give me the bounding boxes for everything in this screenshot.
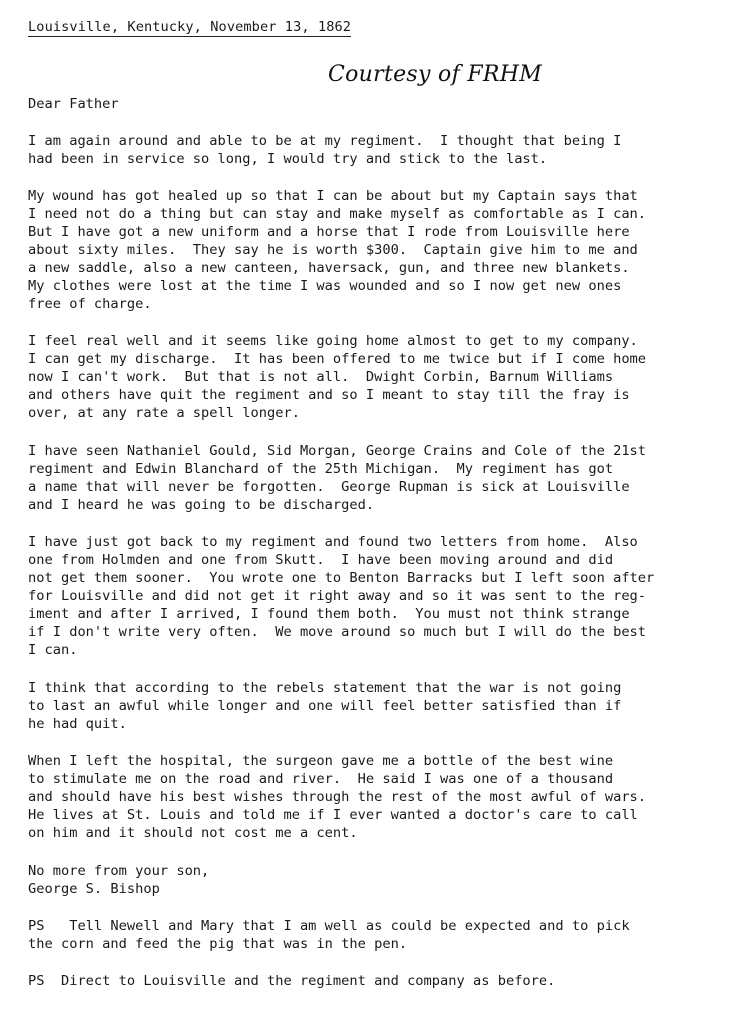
postscript-line: PS Tell Newell and Mary that I am well as could be expected and to pick (28, 918, 630, 934)
paragraph-line: to stimulate me on the road and river. He said I was one of a thousand (28, 771, 614, 787)
paragraph-line: to last an awful while longer and one will feel better satisfied than if (28, 698, 622, 714)
paragraph-line: I think that according to the rebels statement that the war is not going (28, 680, 622, 696)
paragraph-line: I can get my discharge. It has been offered to me twice but if I come home (28, 351, 647, 367)
paragraph-line: My wound has got healed up so that I can be about but my Captain says that (28, 188, 638, 204)
paragraph-line: and others have quit the regiment and so I meant to stay till the fray is (28, 387, 630, 403)
paragraph-line: on him and it should not cost me a cent. (28, 825, 358, 841)
paragraph-line: When I left the hospital, the surgeon gave me a bottle of the best wine (28, 753, 614, 769)
paragraph-line: he had quit. (28, 716, 127, 732)
paragraph-line: I am again around and able to be at my regiment. I thought that being I (28, 133, 622, 149)
paragraph-line: But I have got a new uniform and a horse that I rode from Louisville here (28, 224, 630, 240)
paragraph-line: I have just got back to my regiment and found two letters from home. Also (28, 534, 638, 550)
paragraph-line: not get them sooner. You wrote one to Benton Barracks but I left soon after (28, 570, 655, 586)
paragraph-line: a name that will never be forgotten. George Rupman is sick at Louisville (28, 479, 630, 495)
paragraph-line: and should have his best wishes through the rest of the most awful of wars. (28, 789, 647, 805)
paragraph-line: I feel real well and it seems like going home almost to get to my company. (28, 333, 638, 349)
paragraph-line: and I heard he was going to be discharged. (28, 497, 375, 513)
courtesy-stamp: Courtesy of FRHM (328, 62, 543, 87)
paragraph-line: one from Holmden and one from Skutt. I have been moving around and did (28, 552, 614, 568)
paragraph-line: now I can't work. But that is not all. Dwight Corbin, Barnum Williams (28, 369, 614, 385)
dateline: Louisville, Kentucky, November 13, 1862 (28, 19, 352, 35)
paragraph-line: I can. (28, 642, 78, 658)
paragraph-line: I have seen Nathaniel Gould, Sid Morgan, George Crains and Cole of the 21st (28, 443, 647, 459)
paragraph-line: a new saddle, also a new canteen, haversack, gun, and three new blankets. (28, 260, 630, 276)
paragraph-line: had been in service so long, I would try and stick to the last. (28, 151, 548, 167)
paragraph-line: regiment and Edwin Blanchard of the 25th Michigan. My regiment has got (28, 461, 614, 477)
postscript-line: the corn and feed the pig that was in the pen. (28, 936, 408, 952)
paragraph-line: if I don't write very often. We move around so much but I will do the best (28, 624, 647, 640)
paragraph-line: He lives at St. Louis and told me if I ever wanted a doctor's care to call (28, 807, 638, 823)
salutation: Dear Father (28, 96, 119, 112)
paragraph-line: over, at any rate a spell longer. (28, 405, 300, 421)
paragraph-line: for Louisville and did not get it right away and so it was sent to the reg- (28, 588, 647, 604)
paragraph-line: I need not do a thing but can stay and make myself as comfortable as I can. (28, 206, 647, 222)
paragraph-line: free of charge. (28, 296, 152, 312)
closing: No more from your son, (28, 863, 210, 879)
postscript-line: PS Direct to Louisville and the regiment and company as before. (28, 973, 556, 989)
signature: George S. Bishop (28, 881, 160, 897)
paragraph-line: My clothes were lost at the time I was wounded and so I now get new ones (28, 278, 622, 294)
paragraph-line: about sixty miles. They say he is worth $300. Captain give him to me and (28, 242, 638, 258)
paragraph-line: iment and after I arrived, I found them both. You must not think strange (28, 606, 630, 622)
